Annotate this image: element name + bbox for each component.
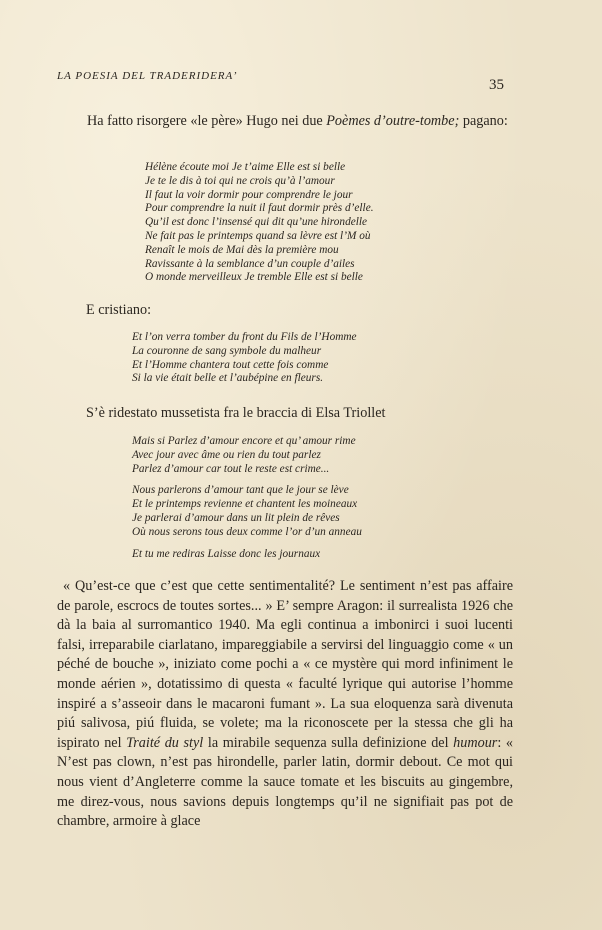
hugo-verse-block <box>145 161 374 285</box>
verse-line: Et l’on verra tomber du front du Fils de l’Homme <box>132 331 357 343</box>
verse-line: Je parlerai d’amour dans un lit plein de rêves <box>132 511 340 524</box>
verse-line: Et l’Homme chantera tout cette fois comme <box>132 358 329 371</box>
verse-line: O monde merveilleux Je tremble Elle est si belle <box>145 271 363 284</box>
stanza-gap <box>132 540 362 548</box>
book-title: Traité du styl <box>126 734 204 751</box>
verse-line: La couronne de sang symbole du malheur <box>132 344 322 357</box>
cristiano-intro: E cristiano: <box>86 302 152 318</box>
verse-line: Si la vie était belle et l’aubépine en fleurs. <box>132 372 324 385</box>
verse-line: Qu’il est donc l’insensé qui dit qu’une hirondelle <box>145 216 368 229</box>
verse-line: Ne fait pas le printemps quand sa lèvre est l’M où <box>145 229 371 242</box>
verse-line: Parlez d’amour car tout le reste est crime... <box>132 462 330 475</box>
hugo-intro-end: pagano: <box>459 113 508 129</box>
verse-line: Où nous serons tous deux comme l’or d’un anneau <box>132 525 362 538</box>
verse-line: Et le printemps revienne et chantent les moineaux <box>132 498 358 511</box>
verse-line: Avec jour avec âme ou rien du tout parlez <box>132 448 321 461</box>
verse-line: Mais si Parlez d’amour encore et qu’ amour rime <box>132 435 356 447</box>
humour-word: humour <box>453 734 498 751</box>
paragraph-text: : « N’est pas clown, n’est pas hirondelle, parler latin, dormir debout. Ce mot qui nous vient d’Angleterre comme la sauce tomate et les biscuits au gingembre, me direz-vous, nous savions depuis longtemps qu’il ne signifiait pas pot de chambre, armoire à glace <box>57 734 514 830</box>
main-paragraph <box>57 577 513 832</box>
paragraph-text: « Qu’est-ce que c’est que cette sentimentalité? Le sentiment n’est pas affaire de parole, escrocs de toutes sortes... » E’ sempre Aragon: il surrealista 1926 che dà la baia al surromantico 1940. Ma egli continua a imbonirci i suoi lucenti falsi, irreparabile ciarlatano, impareggiabile a servirsi del linguaggio come « un péché de bouche », iniziato come pochi a « ce mystère qui mord infiniment le monde aérien », dotatissimo di questa « faculté lyrique qui autorise l’homme inspiré a s’asseoir dans le macaroni fumant ». La sua eloquenza sarà divenuta piú salivosa, piú fluida, se volete; ma la riconoscete per la stessa che gli ha ispirato nel <box>57 578 513 751</box>
page-number: 35 <box>489 77 504 93</box>
verse-line: Renaît le mois de Mai dès la première mou <box>145 243 339 256</box>
stanza-gap <box>132 476 362 484</box>
cristiano-verse-block <box>132 331 357 386</box>
musset-intro: S’è ridestato mussetista fra le braccia di Elsa Triollet <box>86 405 386 421</box>
hugo-intro <box>57 112 513 132</box>
running-title: LA POESIA DEL TRADERIDERA’ <box>57 70 238 82</box>
verse-line: Il faut la voir dormir pour comprendre le jour <box>145 188 353 201</box>
verse-line: Pour comprendre la nuit il faut dormir près d’elle. <box>145 202 374 215</box>
verse-line: Ravissante à la semblance d’un couple d’ailes <box>145 257 355 270</box>
hugo-intro-start: Ha fatto risorgere «le père» Hugo nei due <box>87 113 327 129</box>
paragraph-text: la mirabile sequenza sulla definizione del <box>203 734 454 751</box>
verse-line: Je te le dis à toi qui ne crois qu’à l’amour <box>145 174 335 187</box>
verse-line: Hélène écoute moi Je t’aime Elle est si belle <box>145 161 346 173</box>
verse-line: Nous parlerons d’amour tant que le jour se lève <box>132 484 349 497</box>
hugo-intro-title: Poèmes d’outre-tombe; <box>326 113 460 129</box>
musset-verse-block <box>132 435 362 561</box>
verse-line: Et tu me rediras Laisse donc les journaux <box>132 547 321 560</box>
